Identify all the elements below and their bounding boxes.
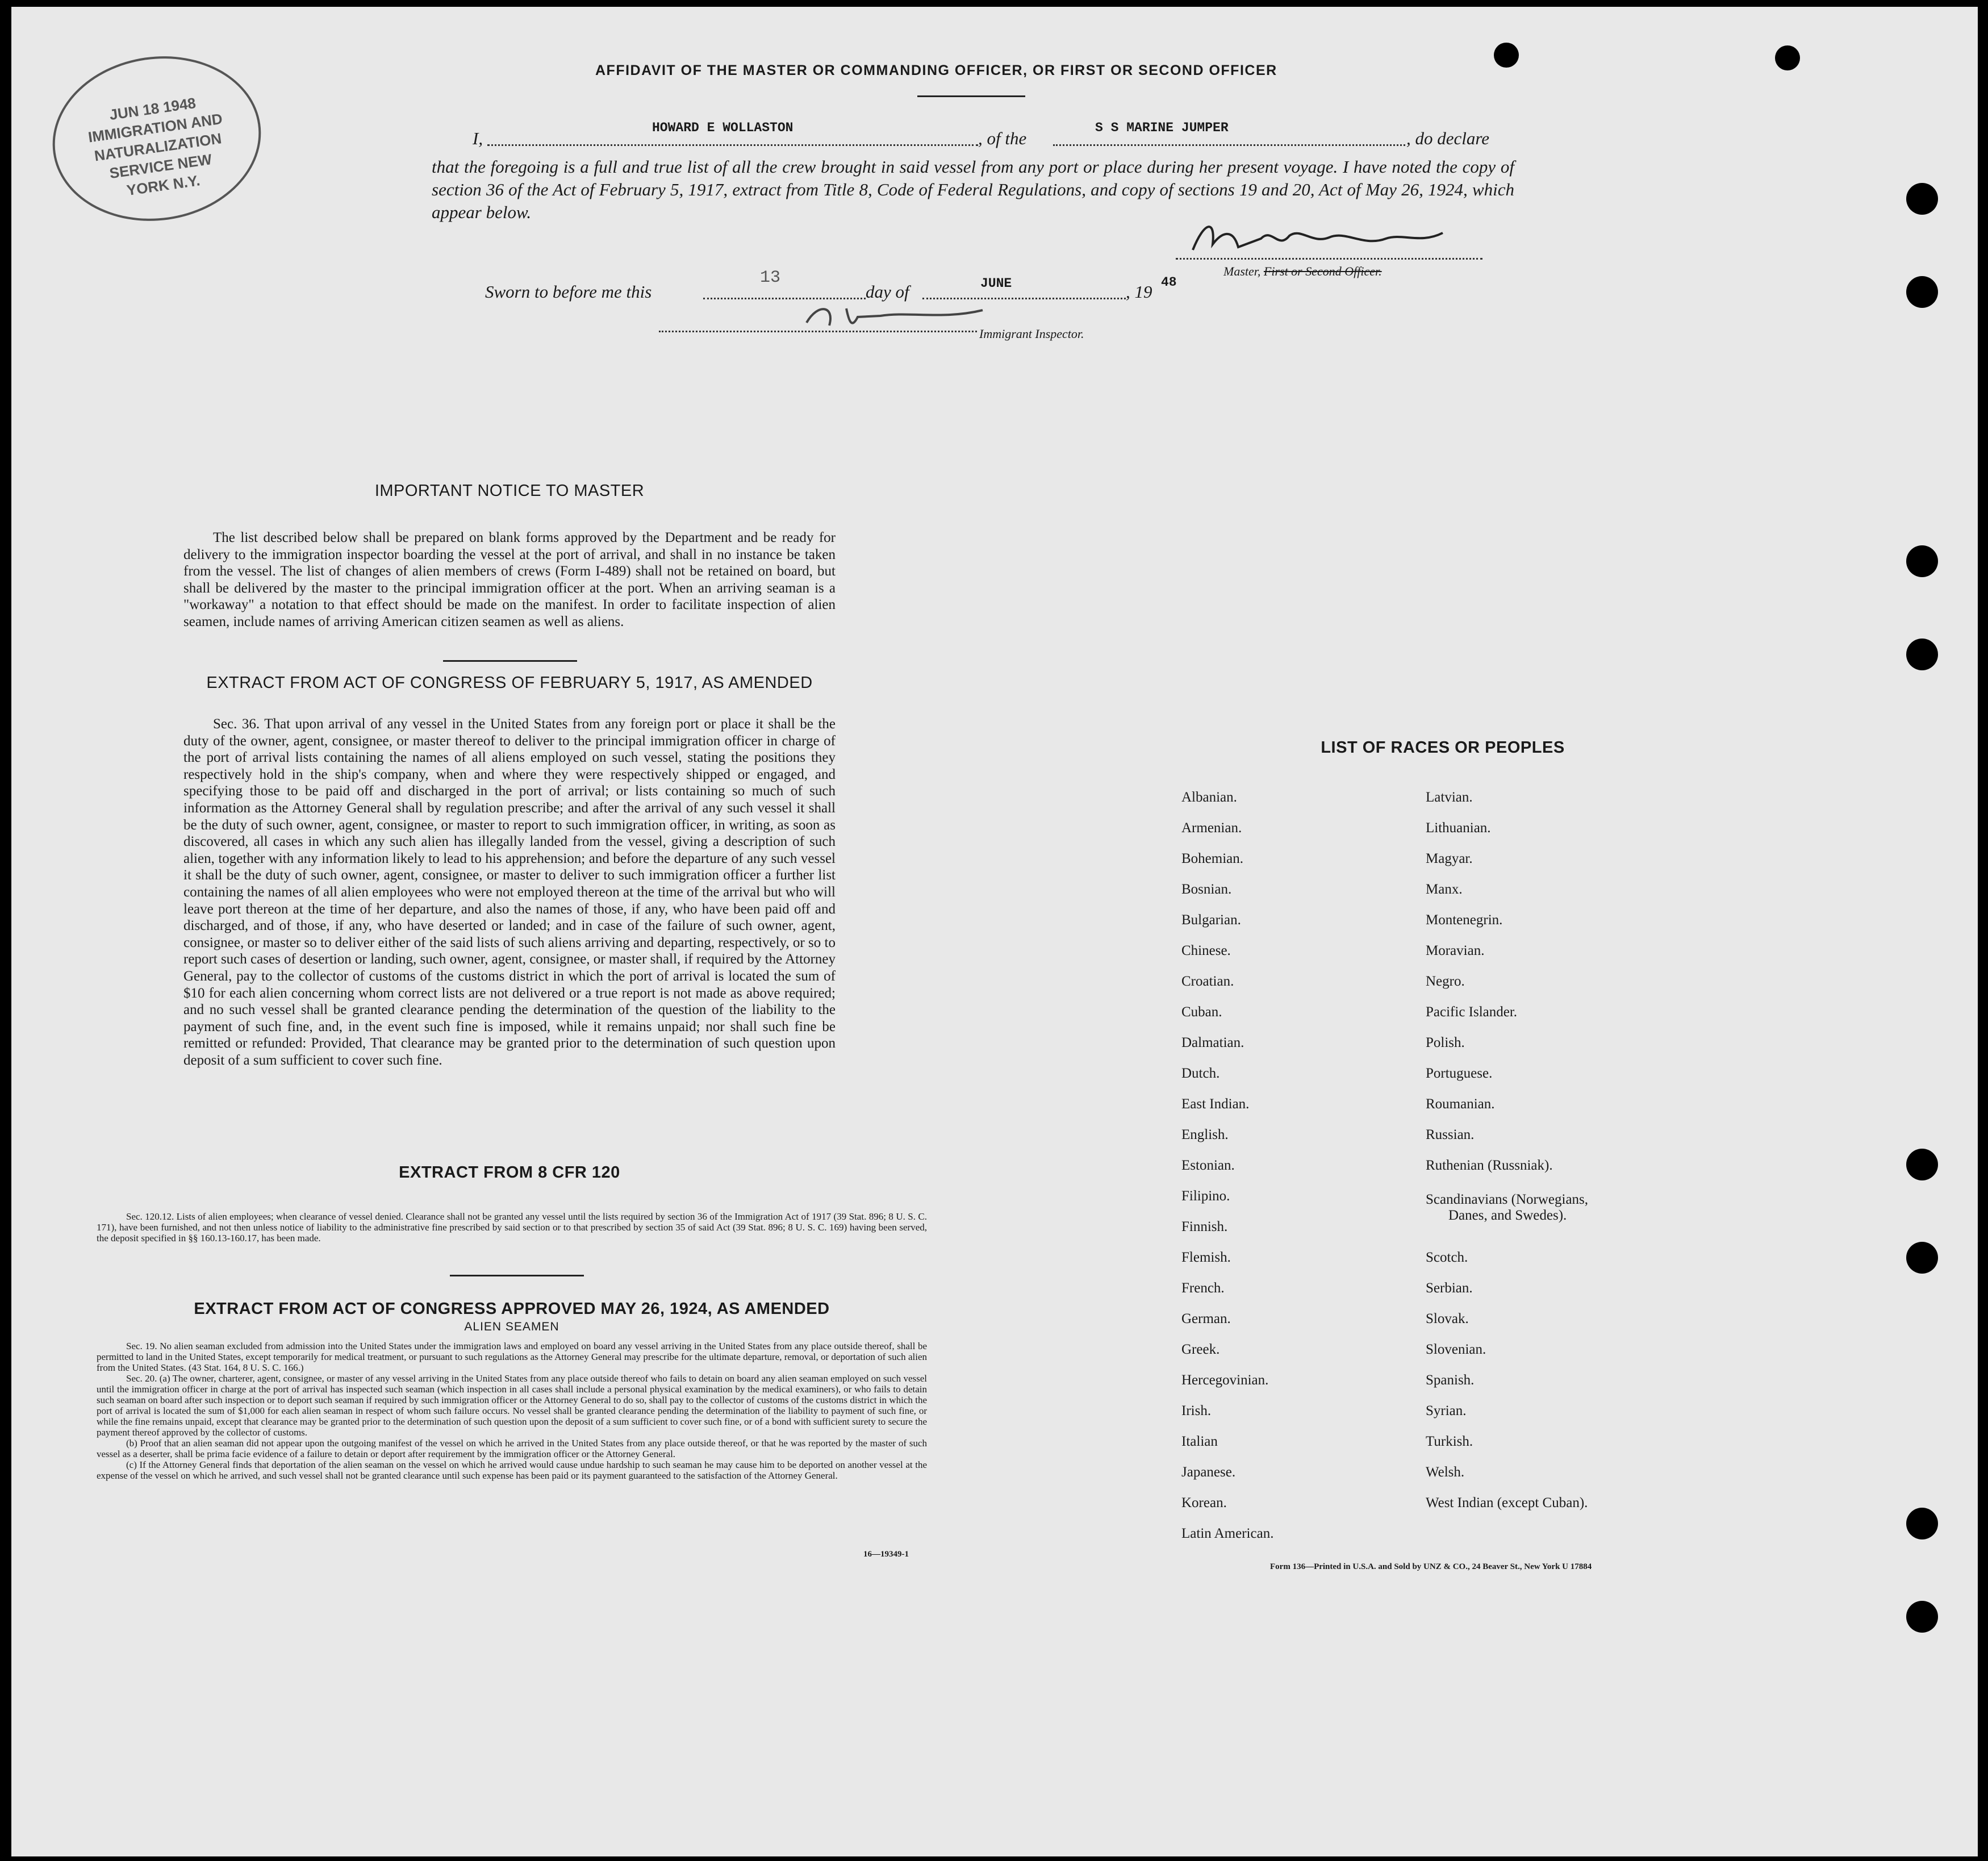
punch-hole xyxy=(1906,183,1938,215)
race-item: Magyar. xyxy=(1426,851,1473,866)
punch-hole xyxy=(1906,1508,1938,1539)
race-item: West Indian (except Cuban). xyxy=(1426,1495,1588,1511)
race-item: Moravian. xyxy=(1426,943,1485,958)
sworn-label: Sworn to before me this xyxy=(485,282,652,302)
punch-hole xyxy=(1906,545,1938,577)
race-item: Croatian. xyxy=(1181,974,1234,989)
race-item: Chinese. xyxy=(1181,943,1231,958)
race-item: Albanian. xyxy=(1181,790,1237,805)
extract-1924-paragraph: (c) If the Attorney General finds that deportation of the alien seaman on the vessel on which he arrived would cause undue hardship to such seaman he may cause him to be deported on another vessel at the expense of the vessel on which he arrived, and such vessel shall not be granted clearance until such expense has been paid or its payment guaranteed to the satisfaction of the Attorney General. xyxy=(97,1459,927,1481)
race-item: Armenian. xyxy=(1181,820,1242,836)
race-item: Pacific Islander. xyxy=(1426,1004,1518,1020)
race-item: Montenegrin. xyxy=(1426,912,1503,928)
inspector-caption: Immigrant Inspector. xyxy=(979,327,1084,341)
punch-hole xyxy=(1906,276,1938,308)
do-declare-label: , do declare xyxy=(1406,128,1490,148)
year-prefix: , 19 xyxy=(1126,282,1152,302)
extract-cfr-paragraph: Sec. 120.12. Lists of alien employees; when clearance of vessel denied. Clearance shall not be granted any vessel until the lists required by section 36 of the Immigration Act of 1917 (39 Stat. 896; 8 U. S. C. 171), have been furnished, and not then unless notice of liability to the administrative fine prescribed by said section or to that prescribed by section 35 of said Act (39 Stat. 896; 8 U. S. C. 169) having been served, the deposit specified in §§ 160.13-160.17, has been made. xyxy=(97,1211,927,1244)
race-item: Finnish. xyxy=(1181,1219,1228,1234)
sworn-month-line xyxy=(922,298,1126,299)
stamp-text: JUN 18 1948 IMMIGRATION AND NATURALIZATION SERVICE NEW YORK N.Y. xyxy=(87,94,224,199)
master-caption xyxy=(1223,260,1382,283)
race-item: Dutch. xyxy=(1181,1066,1220,1081)
name-line xyxy=(487,144,978,146)
race-item: Bosnian. xyxy=(1181,882,1232,897)
punch-hole xyxy=(1906,1242,1938,1274)
race-item: Irish. xyxy=(1181,1403,1212,1418)
divider xyxy=(917,95,1025,97)
extract-cfr-text xyxy=(97,1211,927,1244)
race-item: Welsh. xyxy=(1426,1464,1465,1480)
race-item: Bulgarian. xyxy=(1181,912,1241,928)
race-item: Greek. xyxy=(1181,1342,1220,1357)
extract-1924-subheading: ALIEN SEAMEN xyxy=(464,1320,559,1333)
notice-heading: IMPORTANT NOTICE TO MASTER xyxy=(374,482,645,500)
race-item: German. xyxy=(1181,1311,1231,1326)
master-signature xyxy=(1181,216,1454,261)
extract-1917-text xyxy=(183,716,836,1069)
sworn-month: JUNE xyxy=(980,276,1012,291)
punch-hole xyxy=(1775,45,1800,70)
race-item: Syrian. xyxy=(1426,1403,1467,1418)
divider xyxy=(443,660,577,662)
affidavit-title: AFFIDAVIT OF THE MASTER OR COMMANDING OFFICER, OR FIRST OR SECOND OFFICER xyxy=(595,62,1277,78)
extract-1924-paragraph: Sec. 20. (a) The owner, charterer, agent, consignee, or master of any vessel arriving in the United States from any place outside thereof who fails to detain on board any alien seaman employed on such vessel until the immigration officer in charge at the port of arrival has inspected such seaman (which inspection in all cases shall include a personal physical examination by the medical examiners), or who fails to detain such seaman on board after such inspection or to deport such seaman if required by such immigration officer or the Attorney General to do so, shall pay to the collector of customs of the customs district in which the port of arrival is located the sum of $1,000 for each alien seaman in respect of whom such failure occurs. No vessel shall be granted clearance pending the determination of the liability to payment of such fine, or while the fine remains unpaid, except that clearance may be granted prior to the determination of such question upon the deposit of a sum sufficient to cover such fine, or of a bond with sufficient surety to secure the payment thereof approved by the collector of customs. xyxy=(97,1373,927,1438)
race-item: Spanish. xyxy=(1426,1372,1475,1388)
inspector-line xyxy=(659,331,977,332)
race-item: Flemish. xyxy=(1181,1250,1231,1265)
race-item: Manx. xyxy=(1426,882,1463,897)
race-item: Korean. xyxy=(1181,1495,1227,1511)
race-item: Russian. xyxy=(1426,1127,1475,1142)
punch-hole xyxy=(1494,43,1519,68)
document-page xyxy=(11,7,1978,1856)
punch-hole xyxy=(1906,1601,1938,1633)
race-item: Ruthenian (Russniak). xyxy=(1426,1158,1553,1173)
race-item: Japanese. xyxy=(1181,1464,1236,1480)
of-the-label: , of the xyxy=(978,128,1027,148)
race-item: Danes, and Swedes). xyxy=(1448,1208,1567,1223)
inspector-signature xyxy=(795,300,1011,334)
punch-hole xyxy=(1906,1149,1938,1180)
form-printer-line: Form 136—Printed in U.S.A. and Sold by UNZ & CO., 24 Beaver St., New York U 17884 xyxy=(1270,1562,1592,1571)
extract-1924-paragraph: Sec. 19. No alien seaman excluded from admission into the United States under the immigration laws and employed on board any vessel arriving in the United States from any place outside thereof, shall be permitted to land in the United States, except temporarily for medical treatment, or pursuant to such regulations as the Attorney General may prescribe for the ultimate departure, removal, or deportation of such alien from the United States. (43 Stat. 164, 8 U. S. C. 166.) xyxy=(97,1341,927,1373)
extract-1917-heading: EXTRACT FROM ACT OF CONGRESS OF FEBRUARY 5, 1917, AS AMENDED xyxy=(206,674,813,692)
race-item: Slovenian. xyxy=(1426,1342,1486,1357)
day-of-label: day of xyxy=(866,282,909,302)
vessel-line xyxy=(1053,144,1405,146)
extract-1924-text xyxy=(97,1341,927,1481)
race-item: Filipino. xyxy=(1181,1188,1230,1204)
divider xyxy=(450,1275,584,1276)
master-caption-struck: First or Second Officer. xyxy=(1263,264,1382,278)
notice-text xyxy=(183,529,836,631)
race-item: Estonian. xyxy=(1181,1158,1235,1173)
race-item: Lithuanian. xyxy=(1426,820,1491,836)
extract-1924-paragraph: (b) Proof that an alien seaman did not appear upon the outgoing manifest of the vessel on which he arrived in the United States from any place outside thereof, or that he was reported by the master of such vessel as a deserter, shall be prima facie evidence of a failure to detain or deport after requirement by the immigration officer or the Attorney General. xyxy=(97,1438,927,1459)
sworn-year: 48 xyxy=(1161,275,1177,290)
race-item: Cuban. xyxy=(1181,1004,1222,1020)
race-item: Scotch. xyxy=(1426,1250,1468,1265)
punch-hole xyxy=(1906,639,1938,670)
affidavit-i-label: I, xyxy=(473,128,483,148)
receipt-stamp xyxy=(42,43,272,234)
master-name: HOWARD E WOLLASTON xyxy=(652,120,793,135)
race-item: Latin American. xyxy=(1181,1526,1274,1541)
race-item: French. xyxy=(1181,1280,1225,1296)
race-item: Polish. xyxy=(1426,1035,1465,1050)
vessel-name: S S MARINE JUMPER xyxy=(1095,120,1229,135)
extract-1924-heading: EXTRACT FROM ACT OF CONGRESS APPROVED MAY 26, 1924, AS AMENDED xyxy=(194,1300,830,1318)
affidavit-statement: that the foregoing is a full and true list of all the crew brought in said vessel from any port or place during her present voyage. I have noted the copy of section 36 of the Act of February 5, 1917, extract from Title 8, Code of Federal Regulations, and copy of sections 19 and 20, Act of May 26, 1924, which appear below. xyxy=(432,157,1514,222)
race-item: Hercegovinian. xyxy=(1181,1372,1269,1388)
race-item: Negro. xyxy=(1426,974,1465,989)
sworn-day: 13 xyxy=(760,268,781,287)
notice-paragraph: The list described below shall be prepared on blank forms approved by the Department and be ready for delivery to the immigration inspector boarding the vessel at the port of arrival, and shall in no instance be taken from the vessel. The list of changes of alien members of crews (Form I-489) shall not be retained on board, but shall be delivered by the master to the principal immigration officer at the port. When an arriving seaman is a "workaway" a notation to that effect should be made on the manifest. In order to facilitate inspection of alien seamen, include names of arriving American citizen seamen as well as aliens. xyxy=(183,530,836,629)
race-item: Serbian. xyxy=(1426,1280,1473,1296)
master-caption-label: Master, xyxy=(1223,264,1261,278)
race-item: English. xyxy=(1181,1127,1229,1142)
race-item: Scandinavians (Norwegians, xyxy=(1426,1192,1589,1207)
race-item: Bohemian. xyxy=(1181,851,1244,866)
races-heading: LIST OF RACES OR PEOPLES xyxy=(1321,738,1565,757)
race-item: Latvian. xyxy=(1426,790,1473,805)
extract-cfr-heading: EXTRACT FROM 8 CFR 120 xyxy=(399,1163,620,1182)
race-item: Italian xyxy=(1181,1434,1218,1449)
race-item: Portuguese. xyxy=(1426,1066,1493,1081)
race-item: Slovak. xyxy=(1426,1311,1469,1326)
form-code: 16—19349-1 xyxy=(863,1550,909,1559)
sworn-day-line xyxy=(703,298,866,299)
extract-1917-paragraph: Sec. 36. That upon arrival of any vessel in the United States from any foreign port or place it shall be the duty of the owner, agent, consignee, or master thereof to deliver to the principal immigration officer in charge of the port of arrival lists containing the names of all aliens employed on such vessel, stating the positions they respectively hold in the ship's company, when and where they were respectively shipped or engaged, and specifying those to be paid off and discharged in the port of arrival; or lists containing so much of such information as the Attorney General shall by regulation prescribe; and after the arrival of any such vessel it shall be the duty of such owner, agent, consignee, or master to report to such immigration officer, in writing, as soon as discovered, all cases in which any such alien has illegally landed from the vessel, giving a description of such alien, together with any information likely to lead to his apprehension; and before the departure of any such vessel it shall be the duty of such owner, agent, consignee, or master to deliver to such immigration officer a further list containing the names of all alien employees who were not employed thereon at the time of the arrival but who will leave port thereon at the time of her departure, and also the names of those, if any, who have been paid off and discharged, and of those, if any, who have deserted or landed; and in case of the failure of such owner, agent, consignee, or master so to deliver either of the said lists of such aliens arriving and departing, respectively, or so to report such cases of desertion or landing, such owner, agent, consignee, or master shall, if required by the Attorney General, pay to the collector of customs of the customs district in which the port of arrival is located the sum of $10 for each alien concerning whom correct lists are not delivered or a true report is not made as above required; and no such vessel shall be granted clearance pending the determination of the question of the liability to the payment of such fine, and, in the event such fine is imposed, while it remains unpaid; nor shall such fine be remitted or refunded: Provided, That clearance may be granted prior to the determination of such question upon deposit of a sum sufficient to cover such fine. xyxy=(183,716,836,1068)
race-item: Roumanian. xyxy=(1426,1096,1495,1112)
race-item: Turkish. xyxy=(1426,1434,1473,1449)
race-item: East Indian. xyxy=(1181,1096,1250,1112)
master-line xyxy=(1176,258,1482,260)
race-item: Dalmatian. xyxy=(1181,1035,1244,1050)
